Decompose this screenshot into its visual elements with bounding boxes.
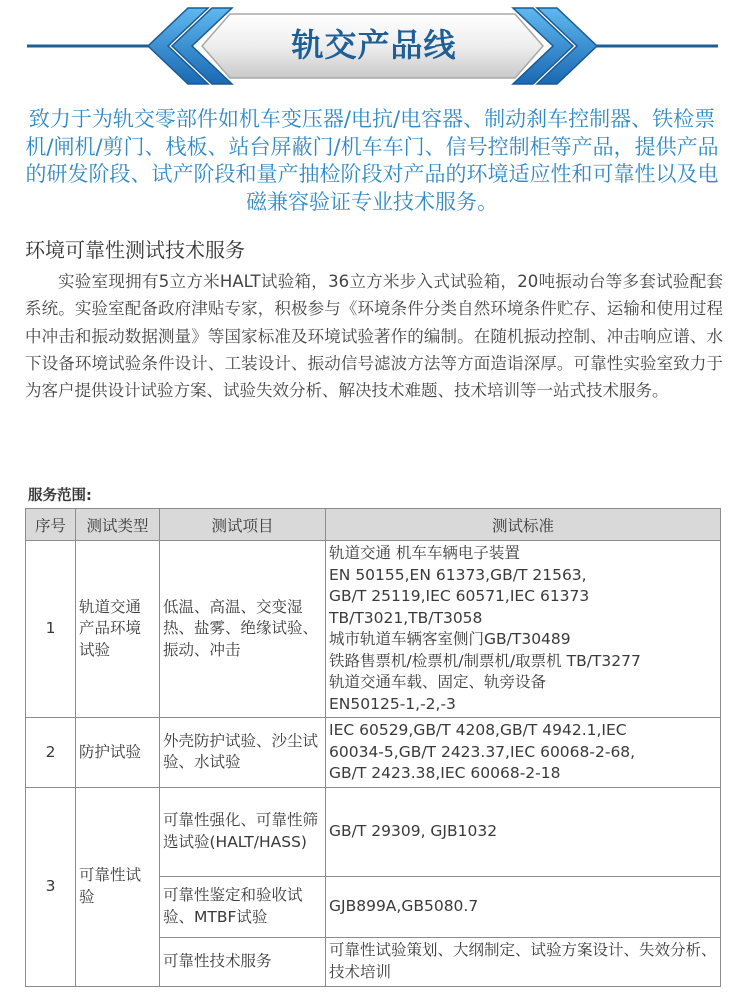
standard-line: 铁路售票机/检票机/制票机/取票机 TB/T3277 [329,651,641,670]
section-heading: 环境可靠性测试技术服务 [25,238,245,262]
standard-line: TB/T3021,TB/T3058 [329,608,483,627]
header-type: 测试类型 [76,509,160,541]
row-item: 外壳防护试验、沙尘试验、水试验 [160,718,326,788]
row-standard: GJB899A,GB5080.7 [326,876,721,937]
row-item: 可靠性强化、可靠性筛选试验(HALT/HASS) [160,787,326,876]
standard-line: GB/T 2423.38,IEC 60068-2-18 [329,764,561,782]
row-type: 轨道交通产品环境试验 [76,541,160,718]
page-title: 轨交产品线 [291,26,457,64]
title-banner [0,0,745,90]
row-item: 低温、高温、交变湿热、盐雾、绝缘试验、振动、冲击 [160,541,326,718]
row-no: 3 [26,787,76,986]
row-standard [326,541,721,718]
standard-line: 60034-5,GB/T 2423.37,IEC 60068-2-68, [329,742,636,761]
row-no: 1 [26,541,76,718]
header-no: 序号 [26,509,76,541]
standard-line: 城市轨道车辆客室侧门GB/T30489 [329,630,571,648]
service-table [25,508,721,987]
header-standard: 测试标准 [326,509,721,541]
section-body: 实验室现拥有5立方米HALT试验箱，36立方米步入式试验箱，20吨振动台等多套试验配套系统。实验室配备政府津贴专家，积极参与《环境条件分类自然环境条件贮存、运输和使用过程中冲击和振动数据测量》等国家标准及环境试验著作的编制。在随机振动控制、冲击响应谱、水下设备环境试验条件设计、工装设计、振动信号滤波方法等方面造诣深厚。可靠性实验室致力于为客户提供设计试验方案、试验失效分析、解决技术难题、技术培训等一站式技术服务。 [25,272,723,401]
standard-line: EN 50155,EN 61373,GB/T 21563, [329,565,587,584]
row-no: 2 [26,718,76,788]
table-row [26,541,721,718]
table-row [26,718,721,788]
table-row [26,787,721,876]
header-item: 测试项目 [160,509,326,541]
standard-line: 轨道交通车载、固定、轨旁设备 [329,673,547,691]
standard-line: EN50125-1,-2,-3 [329,694,456,713]
standard-line: 轨道交通 机车车辆电子装置 [329,544,520,562]
row-item: 可靠性鉴定和验收试验、MTBF试验 [160,876,326,937]
standard-line: IEC 60529,GB/T 4208,GB/T 4942.1,IEC [329,721,627,739]
row-item: 可靠性技术服务 [160,937,326,986]
row-standard [326,718,721,788]
intro-paragraph: 致力于为轨交零部件如机车变压器/电抗/电容器、制动刹车控制器、铁检票机/闸机/剪门、栈板、站台屏蔽门/机车车门、信号控制柜等产品，提供产品的研发阶段、试产阶段和量产抽检阶段对产品的环境适应性和可靠性以及电磁兼容验证专业技术服务。 [25,107,719,214]
row-standard: GB/T 29309, GJB1032 [326,787,721,876]
service-scope-label: 服务范围: [28,488,92,504]
standard-line: GB/T 25119,IEC 60571,IEC 61373 [329,587,590,605]
row-type: 防护试验 [76,718,160,788]
row-type: 可靠性试验 [76,787,160,986]
table-header-row [26,509,721,541]
row-standard: 可靠性试验策划、大纲制定、试验方案设计、失效分析、技术培训 [326,937,721,986]
